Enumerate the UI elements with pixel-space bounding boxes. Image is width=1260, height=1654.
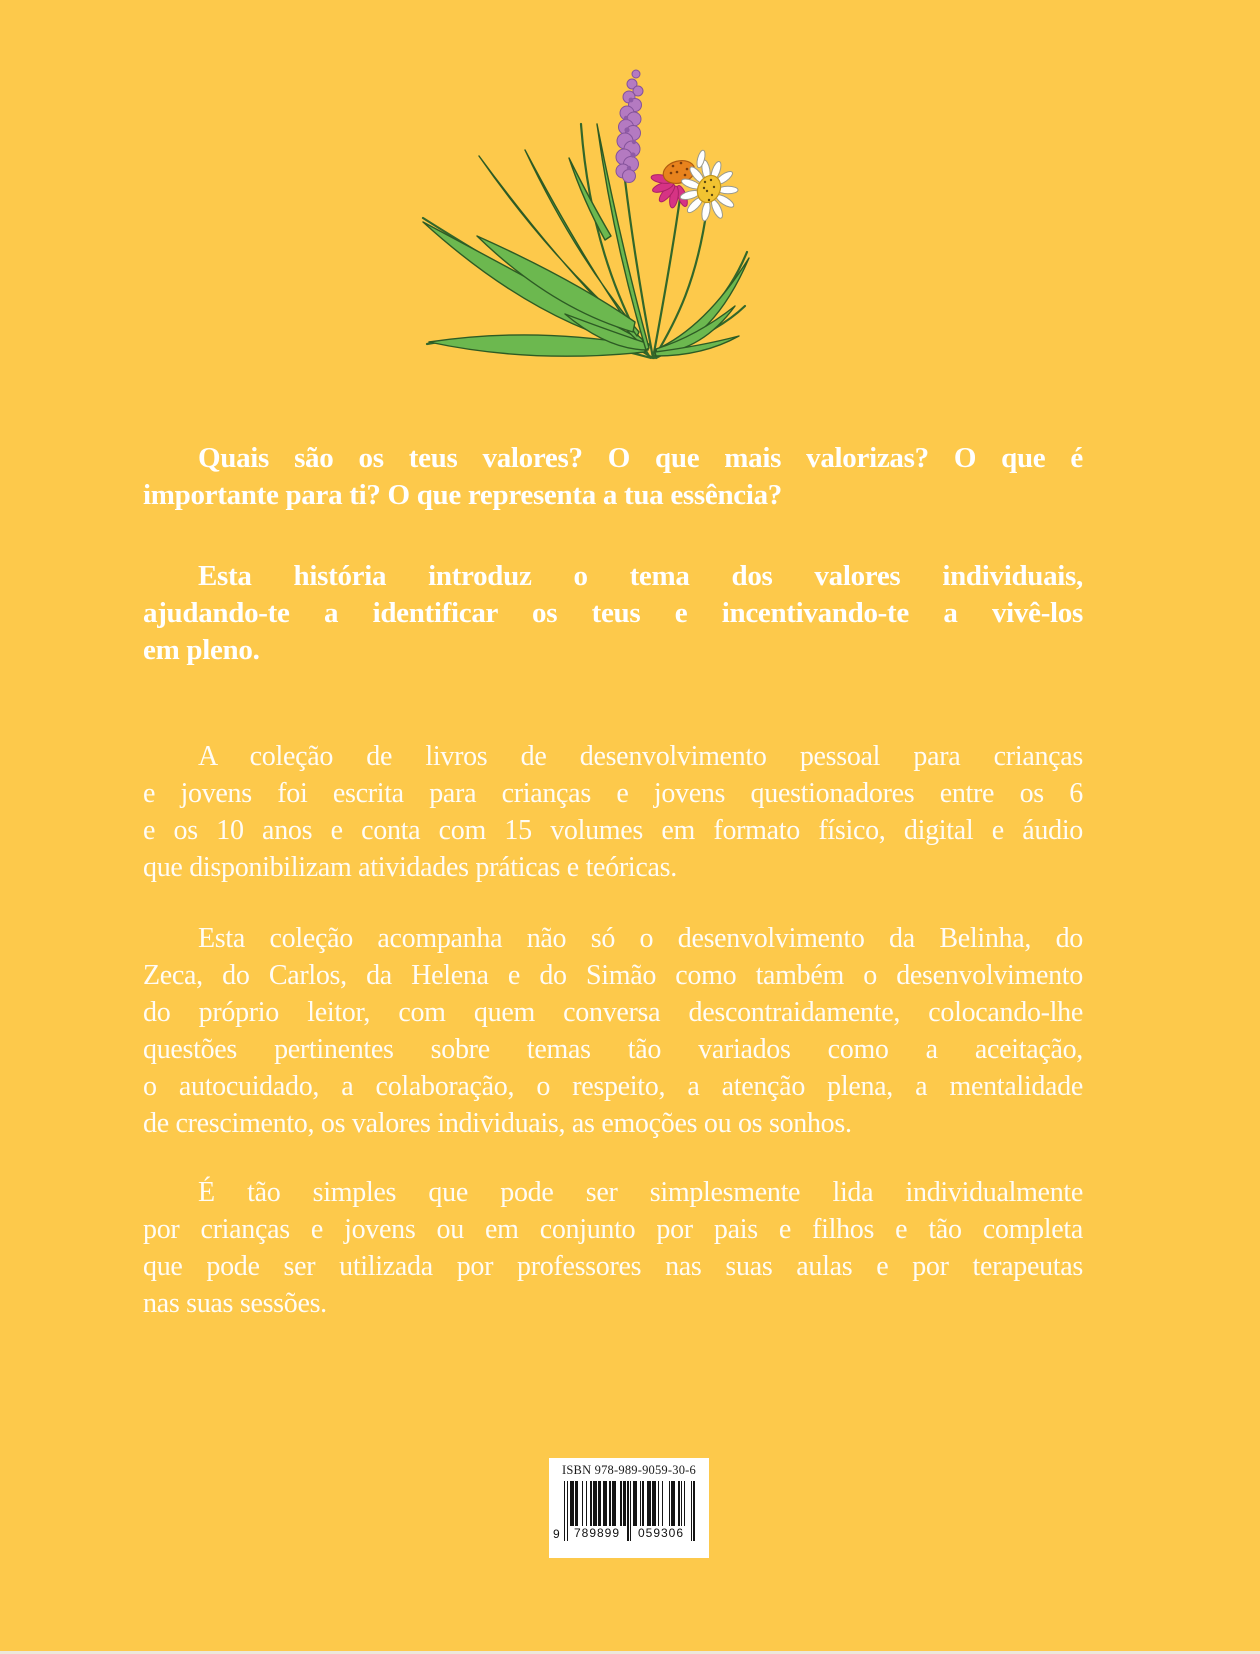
purple-spike-flower [616, 70, 643, 183]
isbn-label: ISBN 978-989-9059-30-6 [562, 1463, 696, 1477]
text-line: importante para ti? O que representa a tua essência? [143, 479, 782, 511]
white-daisy [679, 149, 738, 221]
text-line: Zeca, do Carlos, da Helena e do Simão como também o desenvolvimento [143, 960, 1083, 991]
text-line: que disponibilizam atividades práticas e teóricas. [143, 852, 677, 883]
text-line: nas suas sessões. [143, 1288, 327, 1319]
text-line: Quais são os teus valores? O que mais valorizas? O que é [198, 442, 1083, 474]
paragraph-collection-usage [143, 1174, 1083, 1322]
paragraph-collection-characters [143, 920, 1083, 1142]
barcode-digits-right: 059306 [632, 1526, 690, 1541]
text-line: do próprio leitor, com quem conversa descontraidamente, colocando-lhe [143, 997, 1083, 1028]
paragraph-intro-questions [143, 440, 1083, 514]
text-line: questões pertinentes sobre temas tão variados como a aceitação, [143, 1034, 1083, 1065]
text-line: e os 10 anos e conta com 15 volumes em formato físico, digital e áudio [143, 815, 1083, 846]
barcode-digits-left: 789899 [568, 1526, 626, 1541]
text-line: A coleção de livros de desenvolvimento pessoal para crianças [198, 741, 1083, 772]
text-line: por crianças e jovens ou em conjunto por pais e filhos e tão completa [143, 1214, 1083, 1245]
text-line: Esta coleção acompanha não só o desenvolvimento da Belinha, do [198, 923, 1083, 954]
flower-illustration [383, 60, 753, 375]
text-line: É tão simples que pode ser simplesmente lida individualmente [198, 1177, 1083, 1208]
text-line: o autocuidado, a colaboração, o respeito, a atenção plena, a mentalidade [143, 1071, 1083, 1102]
paragraph-collection-overview [143, 738, 1083, 886]
text-line: Esta história introduz o tema dos valores individuais, [198, 560, 1083, 592]
barcode-module [693, 1481, 694, 1541]
isbn-barcode-box [549, 1458, 709, 1558]
barcode-lead-digit: 9 [553, 1527, 560, 1541]
text-line: de crescimento, os valores individuais, as emoções ou os sonhos. [143, 1108, 852, 1139]
text-line: ajudando-te a identificar os teus e incentivando-te a vivê-los [143, 597, 1083, 629]
text-line: em pleno. [143, 634, 260, 666]
ean13-barcode [553, 1481, 694, 1541]
paragraph-intro-story [143, 558, 1083, 669]
text-line: que pode ser utilizada por professores nas suas aulas e por terapeutas [143, 1251, 1083, 1282]
text-line: e jovens foi escrita para crianças e jovens questionadores entre os 6 [143, 778, 1083, 809]
